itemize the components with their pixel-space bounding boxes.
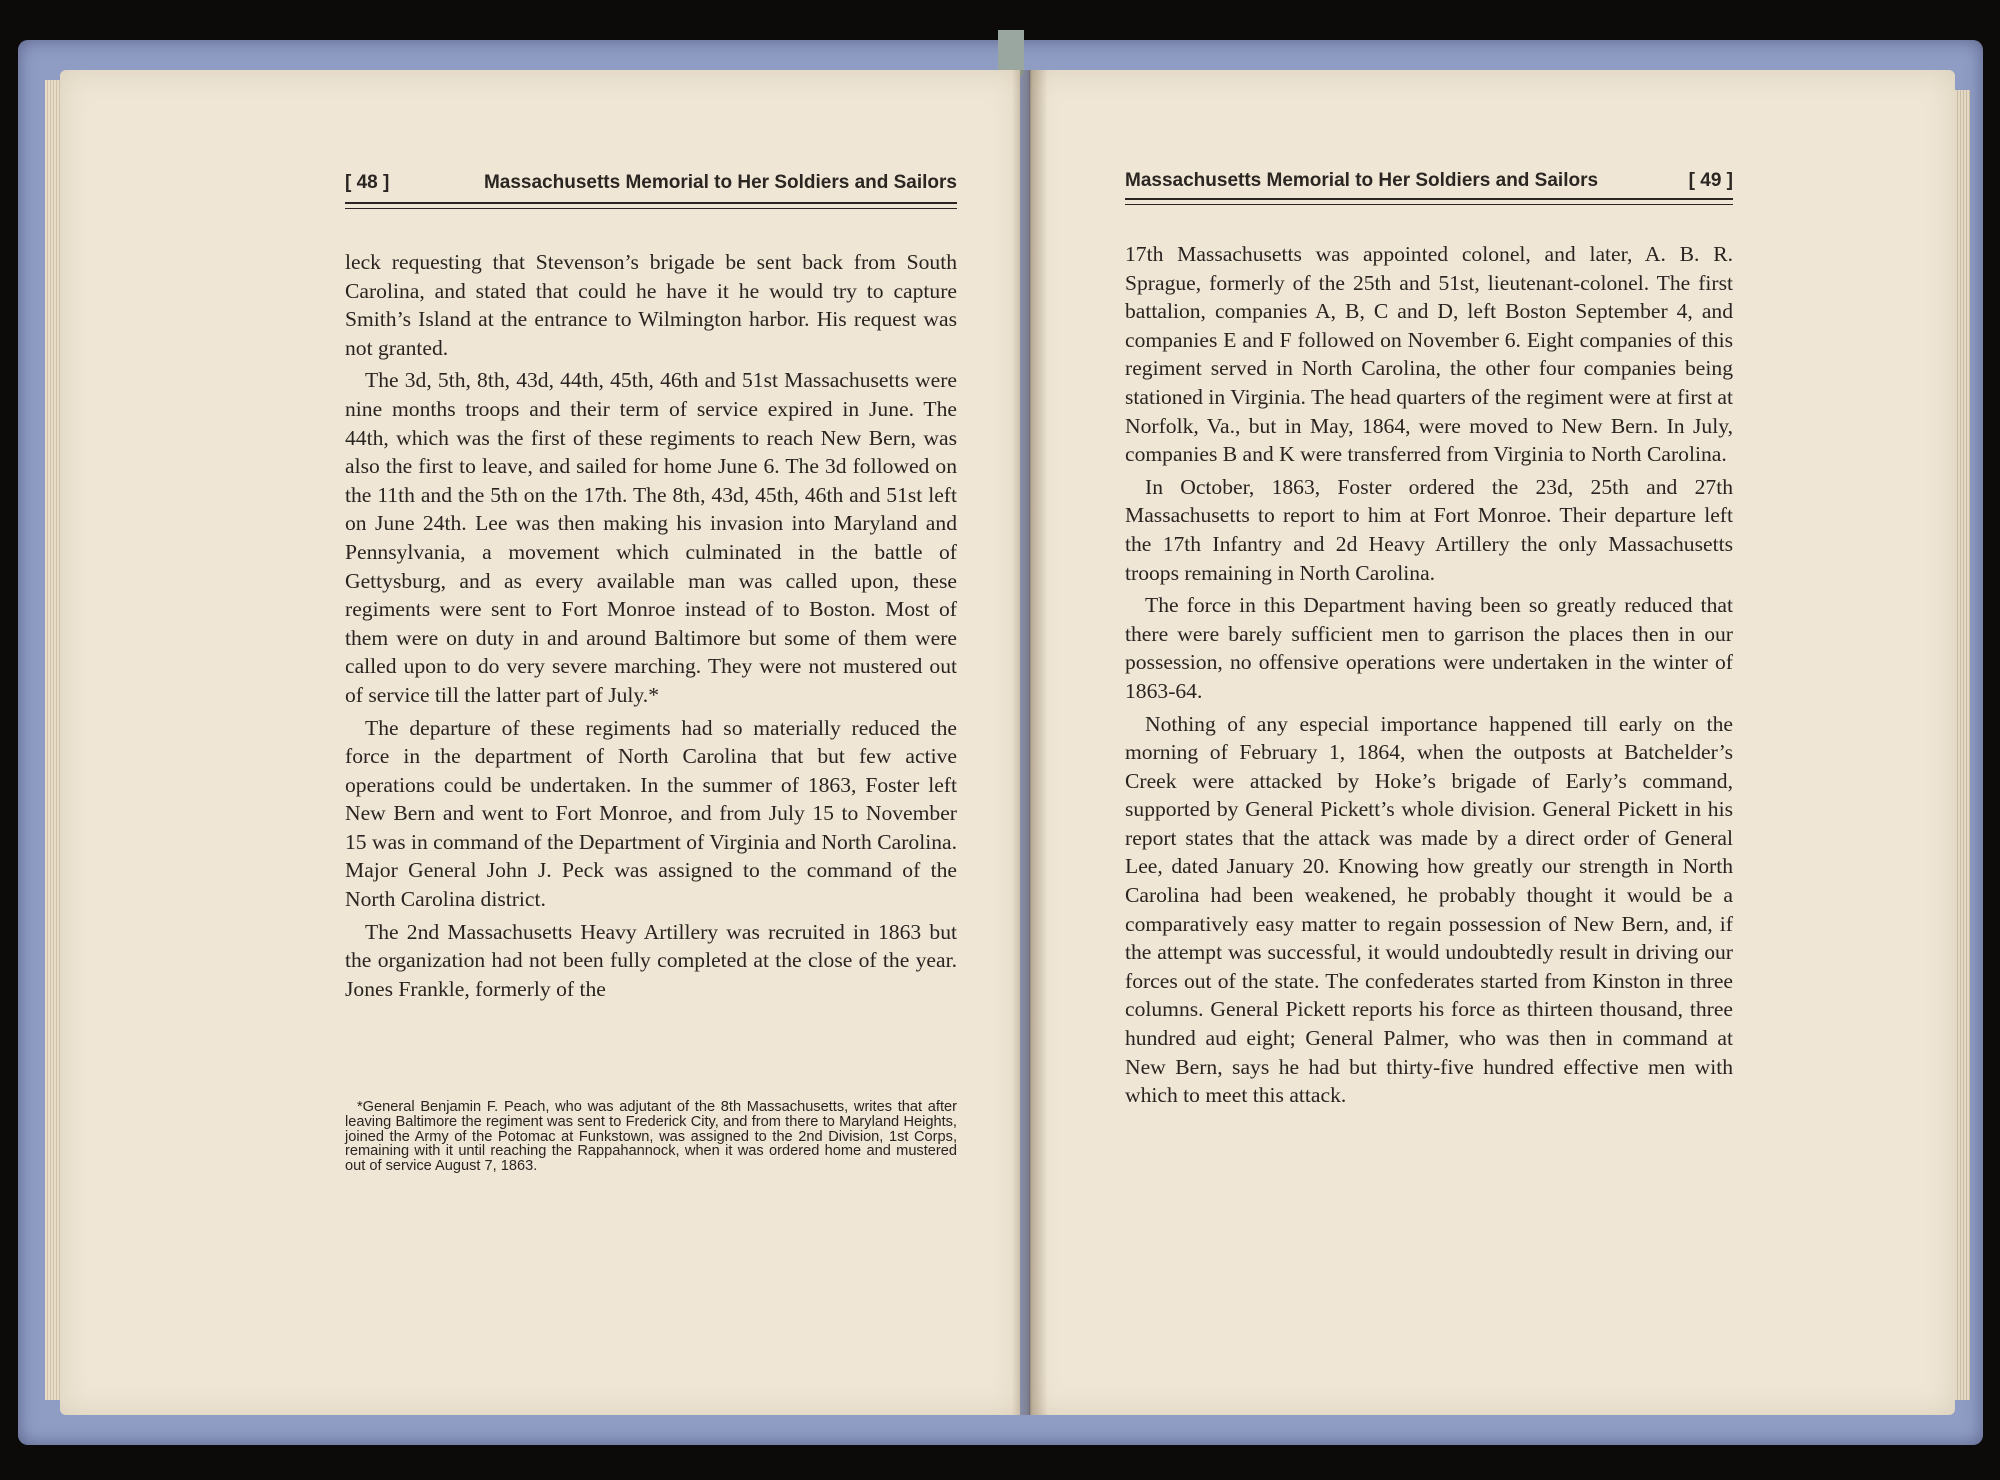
left-paragraph-1: leck requesting that Stevenson’s brigade be sent back from South Carolina, and stated that could he have it he would try to capture Smith’s Island at the entrance to Wilmington harbor. His request was not granted.	[345, 250, 957, 360]
right-paragraph-2: In October, 1863, Foster ordered the 23d, 25th and 27th Massachusetts to report to him at Fort Monroe. Their departure left the 17th Infantry and 2d Heavy Artillery the only Massachusetts troops remaining in North Carolina.	[1125, 474, 1733, 585]
left-body-text	[345, 248, 957, 1007]
left-page-number: [ 48 ]	[345, 172, 390, 193]
right-body-text	[1125, 240, 1733, 1114]
right-paragraph-1: 17th Massachusetts was appointed colonel, and later, A. B. R. Sprague, formerly of the 25th and 51st, lieutenant-colonel. The first battalion, companies A, B, C and D, left Boston September 4, and companies E and F followed on November 6. Eight companies of this regiment served in North Carolina, the other four companies being stationed in Virginia. The head quarters of the regiment were at first at Norfolk, Va., but in May, 1864, were moved to New Bern. In July, companies B and K were transferred from Virginia to North Carolina.	[1125, 242, 1733, 467]
right-page-number: [ 49 ]	[1688, 170, 1733, 191]
right-header-rule	[1125, 198, 1733, 205]
left-paragraph-3: The departure of these regiments had so materially reduced the force in the department of North Carolina that but few active operations could be undertaken. In the summer of 1863, Foster left New Bern and went to Fort Monroe, and from July 15 to November 15 was in command of the Department of Virginia and North Carolina. Major General John J. Peck was assigned to the command of the North Carolina district.	[345, 715, 957, 912]
right-running-head	[1125, 170, 1733, 192]
left-header-rule	[345, 202, 957, 209]
left-paragraph-4: The 2nd Massachusetts Heavy Artillery was recruited in 1863 but the organization had not been fully completed at the close of the year. Jones Frankle, formerly of the	[345, 919, 957, 1001]
left-footnote: *General Benjamin F. Peach, who was adjutant of the 8th Massachusetts, writes that after leaving Baltimore the regiment was sent to Frederick City, and from there to Maryland Heights, joined the Army of the Potomac at Funkstown, was assigned to the 2nd Division, 1st Corps, remaining with it until reaching the Rappahannock, when it was ordered home and mustered out of service August 7, 1863.	[345, 1099, 957, 1175]
left-running-head	[345, 172, 957, 194]
left-paragraph-2: The 3d, 5th, 8th, 43d, 44th, 45th, 46th and 51st Massachusetts were nine months troops and their term of service expired in June. The 44th, which was the first of these regiments to reach New Bern, was also the first to leave, and sailed for home June 6. The 3d followed on the 11th and the 5th on the 17th. The 8th, 43d, 45th, 46th and 51st left on June 24th. Lee was then making his invasion into Maryland and Pennsylvania, a movement which culminated in the battle of Gettysburg, and as every available man was called upon, these regiments were sent to Fort Monroe instead of to Boston. Most of them were on duty in and around Baltimore but some of them were called upon to do very severe marching. They were not mustered out of service till the latter part of July.*	[345, 368, 957, 707]
book-gutter	[1012, 70, 1048, 1415]
left-running-title: Massachusetts Memorial to Her Soldiers and Sailors	[483, 172, 957, 193]
right-running-title: Massachusetts Memorial to Her Soldiers and Sailors	[1125, 170, 1599, 191]
right-paragraph-4: Nothing of any especial importance happened till early on the morning of February 1, 1864, when the outposts at Batchelder’s Creek were attacked by Hoke’s brigade of Early’s command, supported by General Pickett’s whole division. General Pickett in his report states that the attack was made by a direct order of General Lee, dated January 20. Knowing how greatly our strength in North Carolina had been weakened, he probably thought it would be a comparatively easy matter to regain possession of New Bern, and, if the attempt was successful, it would undoubtedly result in driving our forces out of the state. The confederates started from Kinston in three columns. General Pickett reports his force as thirteen thousand, three hundred aud eight; General Palmer, who was then in command at New Bern, says he had but thirty-five hundred effective men with which to meet this attack.	[1125, 711, 1733, 1108]
right-paragraph-3: The force in this Department having been so greatly reduced that there were barely sufficient men to garrison the places then in our possession, no offensive operations were undertaken in the winter of 1863-64.	[1125, 593, 1733, 703]
